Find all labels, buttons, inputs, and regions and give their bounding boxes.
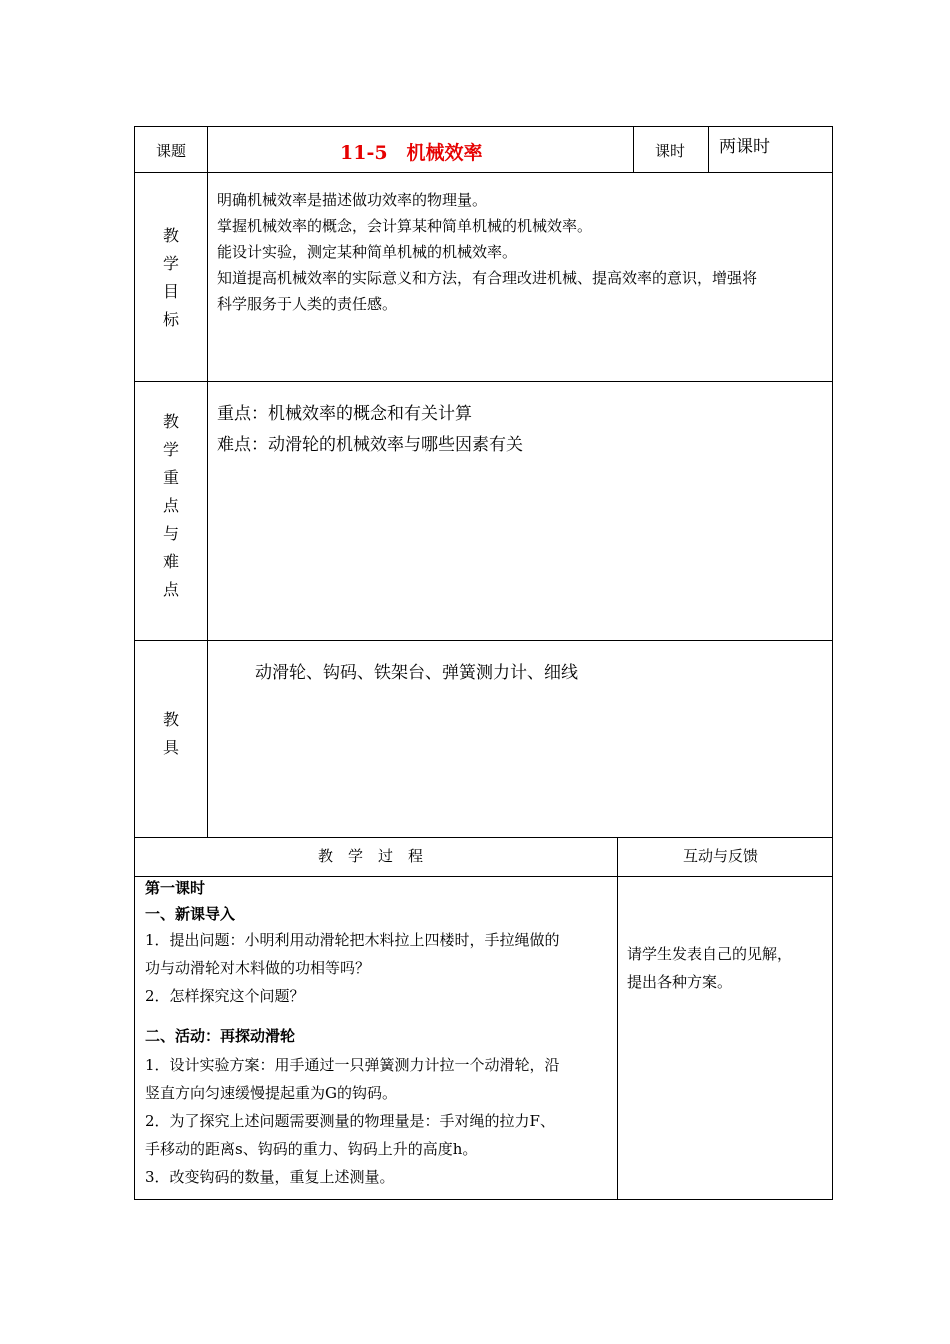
- tools-text: 动滑轮、钩码、铁架台、弹簧测力计、细线: [255, 663, 578, 683]
- difficulty-line: 难点：动滑轮的机械效率与哪些因素有关: [217, 435, 523, 455]
- process-line: 2．为了探究上述问题需要测量的物理量是：手对绳的拉力F、: [145, 1112, 555, 1130]
- process-line: 2．怎样探究这个问题？: [145, 987, 305, 1005]
- process-line: 1．提出问题：小明利用动滑轮把木料拉上四楼时，手拉绳做的: [145, 931, 560, 949]
- feedback-content: [627, 940, 792, 996]
- lesson-title: 11-5 机械效率: [340, 142, 483, 164]
- objective-line: 掌握机械效率的概念，会计算某种简单机械的机械效率。: [217, 217, 593, 235]
- objectives-text: [217, 187, 757, 317]
- hours-label-left-divider: [633, 126, 634, 173]
- feedback-header: 互动与反馈: [683, 847, 759, 865]
- table-border-top: [134, 126, 833, 127]
- hours-label: 课时: [655, 142, 686, 160]
- objective-line: 知道提高机械效率的实际意义和方法，有合理改进机械、提高效率的意识，增强将: [217, 269, 758, 287]
- process-line: 功与动滑轮对木料做的功相等吗？: [145, 959, 371, 977]
- process-line: 1．设计实验方案：用手通过一只弹簧测力计拉一个动滑轮，沿: [145, 1056, 560, 1074]
- objective-line: 明确机械效率是描述做功效率的物理量。: [217, 191, 488, 209]
- tools-label: 教 具: [162, 710, 179, 757]
- hours-label-right-divider: [708, 126, 709, 173]
- row-divider-2: [134, 381, 833, 382]
- key-points-text: [217, 399, 523, 461]
- objectives-label: 教 学 目 标: [162, 226, 179, 329]
- objective-line: 能设计实验，测定某种简单机械的机械效率。: [217, 243, 518, 261]
- label-column-divider: [207, 126, 208, 838]
- section-heading: 二、活动：再探动滑轮: [145, 1027, 296, 1045]
- lesson-one-heading: 第一课时: [145, 879, 206, 897]
- process-line: 3．改变钩码的数量，重复上述测量。: [145, 1168, 395, 1186]
- objective-line: 科学服务于人类的责任感。: [217, 295, 398, 313]
- feedback-line: 提出各种方案。: [627, 973, 733, 991]
- process-content: [145, 877, 615, 1191]
- process-line: 手移动的距离s、钩码的重力、钩码上升的高度h。: [145, 1140, 478, 1158]
- hours-value: 两课时: [719, 137, 770, 157]
- feedback-line: 请学生发表自己的见解，: [627, 945, 793, 963]
- table-border-left: [134, 126, 135, 1200]
- process-line: 竖直方向匀速缓慢提起重为G的钩码。: [145, 1084, 397, 1102]
- table-border-bottom: [134, 1199, 833, 1200]
- process-feedback-divider: [617, 837, 618, 1200]
- section-heading: 一、新课导入: [145, 905, 236, 923]
- topic-label: 课题: [156, 142, 187, 160]
- key-point-line: 重点：机械效率的概念和有关计算: [217, 404, 472, 424]
- process-header: 教 学 过 程: [318, 847, 424, 865]
- row-divider-1: [134, 172, 833, 173]
- row-divider-4: [134, 837, 833, 838]
- key-points-label: 教 学 重 点 与 难 点: [162, 412, 179, 599]
- table-border-right: [832, 126, 833, 1200]
- row-divider-3: [134, 640, 833, 641]
